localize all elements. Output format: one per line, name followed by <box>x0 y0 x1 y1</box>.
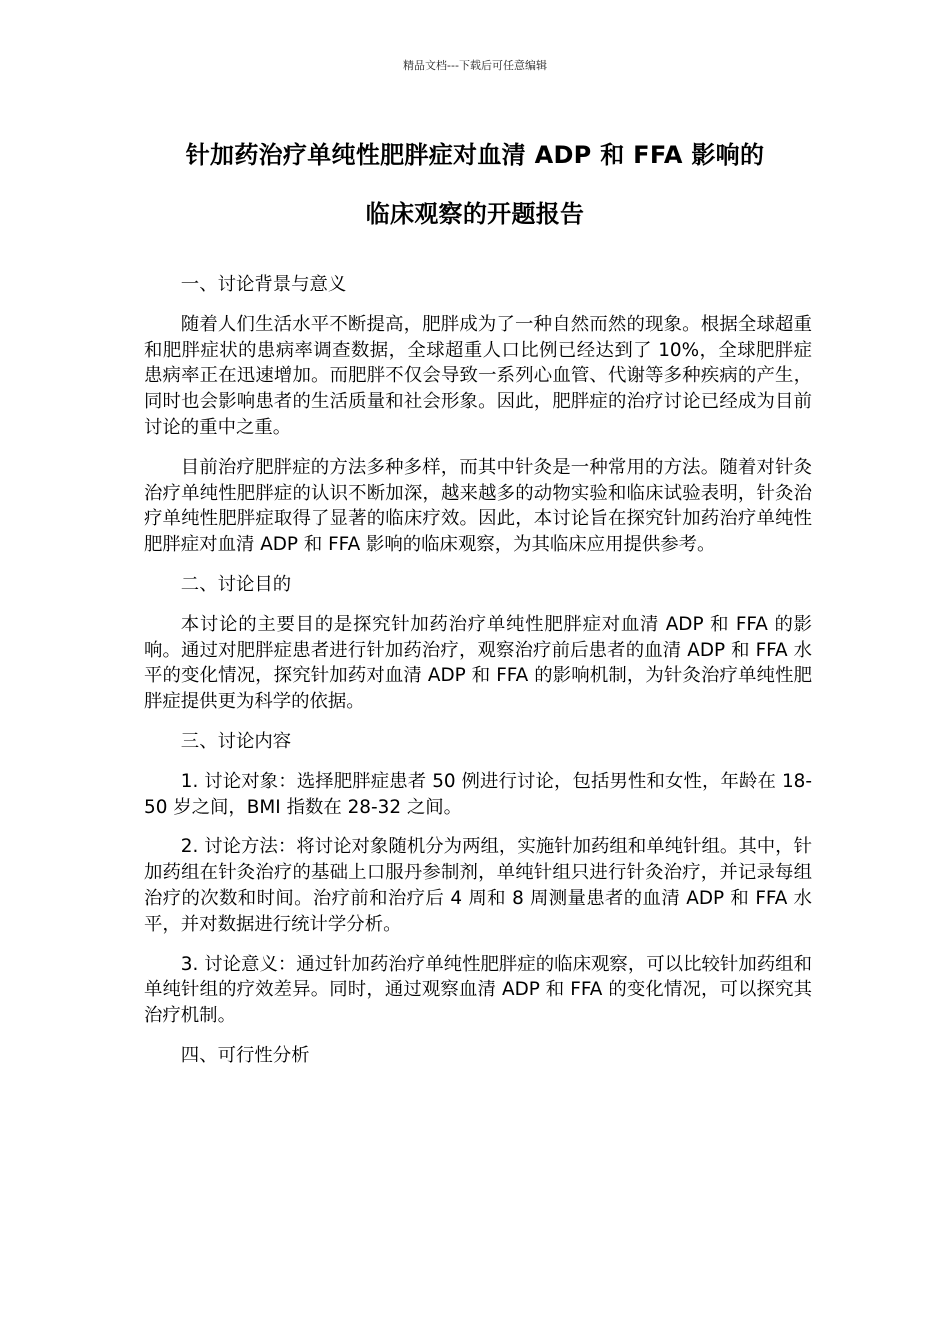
paragraph-content-significance: 3. 讨论意义：通过针加药治疗单纯性肥胖症的临床观察，可以比较针加药组和单纯针组的疗效差异。同时，通过观察血清 ADP 和 FFA 的变化情况，可以探究其治疗机制。 <box>144 953 812 1027</box>
document-title-line-2: 临床观察的开题报告 <box>365 200 585 228</box>
header-note: 精品文档---下载后可任意编辑 <box>403 59 547 72</box>
document-title-line-1: 针加药治疗单纯性肥胖症对血清 ADP 和 FFA 影响的 <box>185 141 765 169</box>
paragraph-background-1: 随着人们生活水平不断提高，肥胖成为了一种自然而然的现象。根据全球超重和肥胖症状的患病率调查数据，全球超重人口比例已经达到了 10%，全球肥胖症患病率正在迅速增加。而肥胖不仅会导致一系列心血管、代谢等多种疾病的产生，同时也会影响患者的生活质量和社会形象。因此，肥胖症的治疗讨论已经成为目前讨论的重中之重。 <box>144 313 812 438</box>
section-heading-background: 一、讨论背景与意义 <box>180 274 347 295</box>
paragraph-content-methods: 2. 讨论方法：将讨论对象随机分为两组，实施针加药组和单纯针组。其中，针加药组在针灸治疗的基础上口服丹参制剂，单纯针组只进行针灸治疗，并记录每组治疗的次数和时间。治疗前和治疗后 4 周和 8 周测量患者的血清 ADP 和 FFA 水平，并对数据进行统计学分析。 <box>144 836 812 935</box>
paragraph-content-subjects: 1. 讨论对象：选择肥胖症患者 50 例进行讨论，包括男性和女性，年龄在 18-50 岁之间，BMI 指数在 28-32 之间。 <box>144 770 812 818</box>
section-heading-feasibility: 四、可行性分析 <box>180 1044 310 1066</box>
paragraph-purpose: 本讨论的主要目的是探究针加药治疗单纯性肥胖症对血清 ADP 和 FFA 的影响。通过对肥胖症患者进行针加药治疗，观察治疗前后患者的血清 ADP 和 FFA 水平的变化情况，探究针加药对血清 ADP 和 FFA 的影响机制，为针灸治疗单纯性肥胖症提供更为科学的依据。 <box>144 613 812 713</box>
section-heading-content: 三、讨论内容 <box>180 730 292 752</box>
document-body <box>144 272 812 1083</box>
paragraph-background-2: 目前治疗肥胖症的方法多种多样，而其中针灸是一种常用的方法。随着对针灸治疗单纯性肥胖症的认识不断加深，越来越多的动物实验和临床试验表明，针灸治疗单纯性肥胖症取得了显著的临床疗效。因此，本讨论旨在探究针加药治疗单纯性肥胖症对血清 ADP 和 FFA 影响的临床观察，为其临床应用提供参考。 <box>144 456 812 556</box>
section-heading-purpose: 二、讨论目的 <box>180 573 292 595</box>
